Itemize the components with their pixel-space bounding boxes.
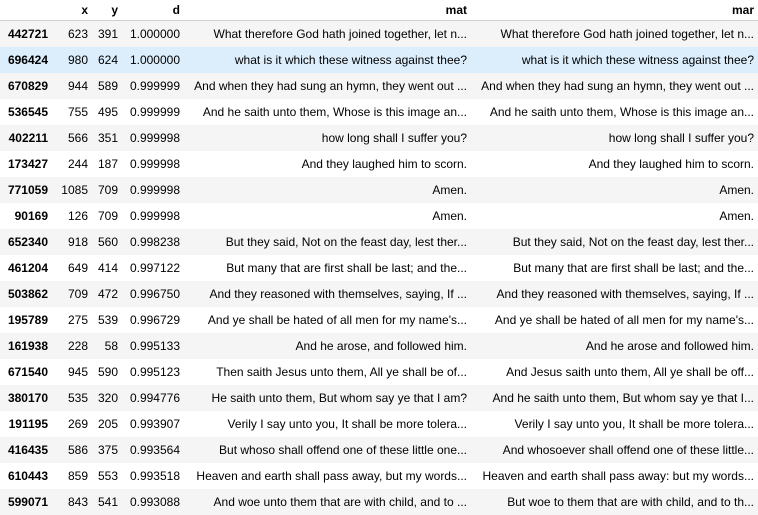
cell-mat: And when they had sung an hymn, they went out ...	[184, 73, 471, 99]
cell-mar: And ye shall be hated of all men for my name's...	[471, 307, 758, 333]
cell-mat: And they laughed him to scorn.	[184, 151, 471, 177]
cell-mar: And when they had sung an hymn, they went out ...	[471, 73, 758, 99]
row-index: 416435	[0, 437, 52, 463]
cell-x: 709	[52, 281, 92, 307]
row-index: 536545	[0, 99, 52, 125]
table-row	[0, 73, 758, 99]
table-row	[0, 125, 758, 151]
header-x: x	[52, 0, 92, 21]
cell-d: 0.999999	[122, 73, 184, 99]
row-index: 161938	[0, 333, 52, 359]
cell-y: 539	[92, 307, 122, 333]
cell-mat: But many that are first shall be last; and the...	[184, 255, 471, 281]
table-row	[0, 177, 758, 203]
cell-y: 541	[92, 489, 122, 515]
cell-x: 228	[52, 333, 92, 359]
cell-d: 0.996729	[122, 307, 184, 333]
cell-mat: He saith unto them, But whom say ye that I am?	[184, 385, 471, 411]
cell-d: 0.996750	[122, 281, 184, 307]
table-header	[0, 0, 758, 21]
cell-mar: But many that are first shall be last; and the...	[471, 255, 758, 281]
cell-y: 391	[92, 21, 122, 48]
cell-d: 0.999998	[122, 177, 184, 203]
cell-y: 205	[92, 411, 122, 437]
cell-d: 0.997122	[122, 255, 184, 281]
cell-y: 590	[92, 359, 122, 385]
cell-mar: Verily I say unto you, It shall be more tolera...	[471, 411, 758, 437]
table-row	[0, 99, 758, 125]
cell-mat: But whoso shall offend one of these little one...	[184, 437, 471, 463]
cell-d: 0.995133	[122, 333, 184, 359]
cell-d: 0.995123	[122, 359, 184, 385]
cell-mat: And he arose, and followed him.	[184, 333, 471, 359]
cell-mar: But they said, Not on the feast day, lest ther...	[471, 229, 758, 255]
cell-d: 0.993088	[122, 489, 184, 515]
table-row	[0, 437, 758, 463]
header-mat: mat	[184, 0, 471, 21]
cell-d: 0.999998	[122, 151, 184, 177]
cell-y: 709	[92, 203, 122, 229]
cell-mar: And they laughed him to scorn.	[471, 151, 758, 177]
cell-x: 269	[52, 411, 92, 437]
header-d: d	[122, 0, 184, 21]
cell-mat: And he saith unto them, Whose is this image an...	[184, 99, 471, 125]
table-row	[0, 359, 758, 385]
table-row	[0, 47, 758, 73]
row-index: 671540	[0, 359, 52, 385]
cell-mar: But woe to them that are with child, and to th...	[471, 489, 758, 515]
cell-d: 0.999999	[122, 99, 184, 125]
cell-mat: Amen.	[184, 177, 471, 203]
cell-x: 586	[52, 437, 92, 463]
table-row	[0, 21, 758, 48]
cell-mar: how long shall I suffer you?	[471, 125, 758, 151]
row-index: 380170	[0, 385, 52, 411]
row-index: 442721	[0, 21, 52, 48]
cell-x: 623	[52, 21, 92, 48]
cell-x: 649	[52, 255, 92, 281]
cell-x: 535	[52, 385, 92, 411]
cell-mar: And he arose and followed him.	[471, 333, 758, 359]
cell-y: 414	[92, 255, 122, 281]
cell-y: 709	[92, 177, 122, 203]
cell-mat: what is it which these witness against thee?	[184, 47, 471, 73]
cell-y: 187	[92, 151, 122, 177]
table-row	[0, 385, 758, 411]
cell-mat: Heaven and earth shall pass away, but my words...	[184, 463, 471, 489]
cell-d: 0.993564	[122, 437, 184, 463]
header-mar: mar	[471, 0, 758, 21]
table-row	[0, 489, 758, 515]
cell-y: 495	[92, 99, 122, 125]
cell-mar: And Jesus saith unto them, All ye shall be off...	[471, 359, 758, 385]
header-row	[0, 0, 758, 21]
cell-mar: And whosoever shall offend one of these little...	[471, 437, 758, 463]
cell-x: 126	[52, 203, 92, 229]
cell-x: 275	[52, 307, 92, 333]
table-row	[0, 411, 758, 437]
cell-d: 1.000000	[122, 21, 184, 48]
cell-x: 755	[52, 99, 92, 125]
cell-y: 560	[92, 229, 122, 255]
cell-d: 0.999998	[122, 125, 184, 151]
cell-mar: what is it which these witness against thee?	[471, 47, 758, 73]
row-index: 461204	[0, 255, 52, 281]
cell-x: 859	[52, 463, 92, 489]
row-index: 610443	[0, 463, 52, 489]
cell-mat: Amen.	[184, 203, 471, 229]
row-index: 173427	[0, 151, 52, 177]
cell-mar: And he saith unto them, But whom say ye that I...	[471, 385, 758, 411]
cell-y: 589	[92, 73, 122, 99]
cell-x: 980	[52, 47, 92, 73]
table-row	[0, 281, 758, 307]
table-row	[0, 229, 758, 255]
cell-mar: What therefore God hath joined together, let n...	[471, 21, 758, 48]
row-index: 195789	[0, 307, 52, 333]
row-index: 402211	[0, 125, 52, 151]
cell-d: 0.998238	[122, 229, 184, 255]
cell-x: 566	[52, 125, 92, 151]
row-index: 696424	[0, 47, 52, 73]
cell-y: 553	[92, 463, 122, 489]
row-index: 599071	[0, 489, 52, 515]
cell-x: 1085	[52, 177, 92, 203]
cell-mat: And woe unto them that are with child, and to ...	[184, 489, 471, 515]
cell-x: 918	[52, 229, 92, 255]
row-index: 652340	[0, 229, 52, 255]
cell-mar: Amen.	[471, 177, 758, 203]
row-index: 670829	[0, 73, 52, 99]
cell-y: 624	[92, 47, 122, 73]
cell-x: 944	[52, 73, 92, 99]
table-row	[0, 333, 758, 359]
cell-y: 472	[92, 281, 122, 307]
cell-mar: And he saith unto them, Whose is this image an...	[471, 99, 758, 125]
cell-d: 0.993907	[122, 411, 184, 437]
table-body	[0, 21, 758, 515]
cell-y: 375	[92, 437, 122, 463]
header-index	[0, 0, 52, 21]
cell-y: 58	[92, 333, 122, 359]
header-y: y	[92, 0, 122, 21]
cell-mat: Verily I say unto you, It shall be more tolera...	[184, 411, 471, 437]
cell-d: 0.999998	[122, 203, 184, 229]
table-row	[0, 255, 758, 281]
cell-mat: What therefore God hath joined together, let n...	[184, 21, 471, 48]
cell-mat: And they reasoned with themselves, saying, If ...	[184, 281, 471, 307]
row-index: 191195	[0, 411, 52, 437]
cell-mar: Heaven and earth shall pass away: but my words...	[471, 463, 758, 489]
cell-d: 0.993518	[122, 463, 184, 489]
cell-d: 0.994776	[122, 385, 184, 411]
table-row	[0, 307, 758, 333]
cell-mat: And ye shall be hated of all men for my name's...	[184, 307, 471, 333]
cell-mar: And they reasoned with themselves, saying, If ...	[471, 281, 758, 307]
cell-mat: Then saith Jesus unto them, All ye shall be of...	[184, 359, 471, 385]
cell-mat: how long shall I suffer you?	[184, 125, 471, 151]
cell-y: 351	[92, 125, 122, 151]
table-row	[0, 203, 758, 229]
cell-mat: But they said, Not on the feast day, lest ther...	[184, 229, 471, 255]
cell-x: 244	[52, 151, 92, 177]
cell-x: 945	[52, 359, 92, 385]
row-index: 503862	[0, 281, 52, 307]
cell-x: 843	[52, 489, 92, 515]
row-index: 90169	[0, 203, 52, 229]
row-index: 771059	[0, 177, 52, 203]
cell-y: 320	[92, 385, 122, 411]
table-row	[0, 463, 758, 489]
cell-mar: Amen.	[471, 203, 758, 229]
table-row	[0, 151, 758, 177]
cell-d: 1.000000	[122, 47, 184, 73]
